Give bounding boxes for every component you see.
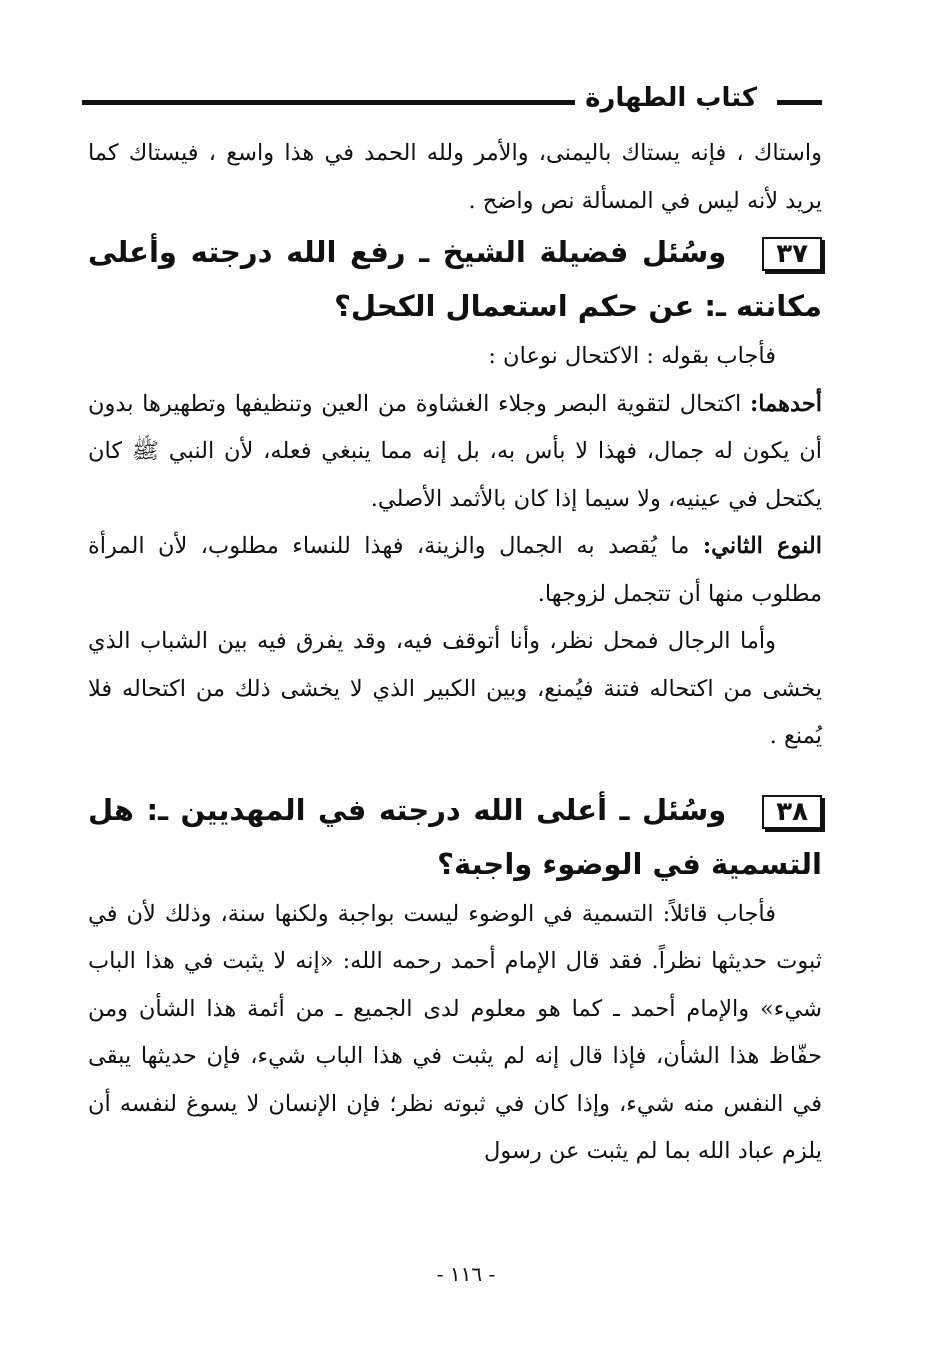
answer-text: اكتحال لتقوية البصر وجلاء الغشاوة من العين وتنظيفها وتطهيرها بدون أن يكون له جمال، فهذا لا بأس به، بل إنه مما ينبغي فعله، لأن النبي ﷺ كان يكتحل في عينيه، ولا سيما إذا كان بالأثمد الأصلي. [88,390,822,512]
section-gap [88,761,822,783]
page-body [88,130,822,1176]
answer-men-paragraph: وأما الرجال فمحل نظر، وأنا أتوقف فيه، وقد يفرق فيه بين الشباب الذي يخشى من اكتحاله فتنة فيُمنع، وبين الكبير الذي لا يخشى ذلك من اكتحاله فلا يُمنع . [88,628,822,749]
page-number: - ١١٦ - [436,1262,496,1286]
paragraph-continuation: واستاك ، فإنه يستاك باليمنى، والأمر ولله الحمد في هذا واسع ، فيستاك كما يريد لأنه ليس في المسألة نص واضح . [88,140,822,214]
answer-text: ما يُقصد به الجمال والزينة، فهذا للنساء مطلوب، لأن المرأة مطلوب منها أن تتجمل لزوجها. [88,533,822,607]
answer-intro: فأجاب بقوله : الاكتحال نوعان : [488,343,776,369]
question-text: وسُئل ـ أعلى الله درجته في المهديين ـ: هل التسمية في الوضوء واجبة؟ [88,792,822,881]
question-number-box: ٣٧ [762,237,822,271]
header-rule-long [82,100,657,105]
question-37 [88,225,822,333]
answer-second-type [88,523,822,618]
answer-38-paragraph: فأجاب قائلاً: التسمية في الوضوء ليست بواجبة ولكنها سنة، وذلك لأن في ثبوت حديثها نظراً. فقد قال الإمام أحمد رحمه الله: «إنه لا يثبت في هذا الباب شيء» والإمام أحمد ـ كما هو معلوم لدى الجميع ـ من أئمة هذا الشأن ومن حفّاظ هذا الشأن، فإذا قال إنه لم يثبت في هذا الباب شيء، فإن حديثها يبقى في النفس منه شيء، وإذا كان في ثبوته نظر؛ فإن الإنسان لا يسوغ لنفسه أن يلزم عباد الله بما لم يثبت عن رسول [88,900,822,1164]
question-text: وسُئل فضيلة الشيخ ـ رفع الله درجته وأعلى مكانته ـ: عن حكم استعمال الكحل؟ [88,235,822,323]
running-header [82,80,822,120]
lead-phrase: أحدهما: [750,390,823,417]
question-number-box: ٣٨ [762,795,822,829]
answer-first-type [88,381,822,524]
header-rule-short [777,100,822,105]
question-38 [88,783,822,891]
book-title: كتاب الطهارة [575,80,767,116]
lead-phrase: النوع الثاني: [702,533,822,559]
